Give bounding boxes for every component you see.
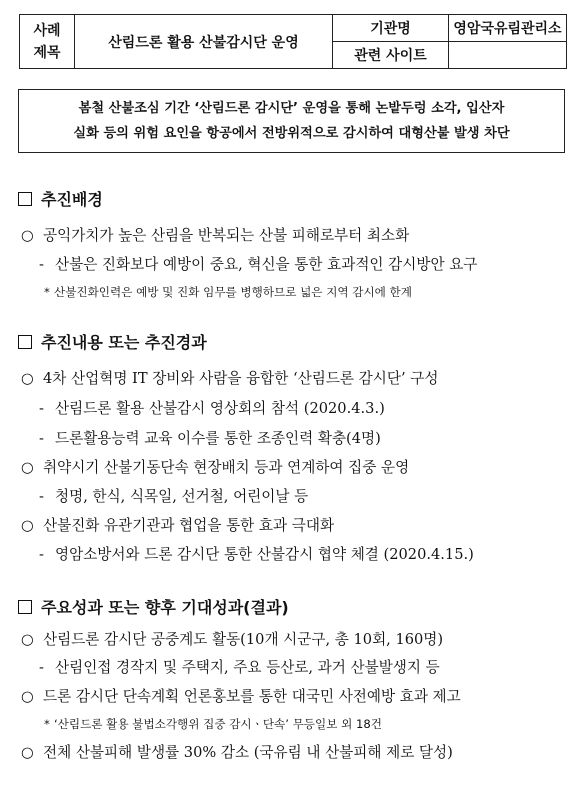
asterisk-bullet: *	[44, 285, 50, 299]
circle-bullet-icon: ○	[21, 631, 34, 648]
case-label-line1: 사례	[33, 22, 61, 39]
note-item	[44, 284, 412, 300]
list-item-text: 영암소방서와 드론 감시단 통한 산불감시 협약 체결 (2020.4.15.)	[55, 546, 474, 563]
list-item-text: 청명, 한식, 식목일, 선거철, 어린이날 등	[55, 488, 309, 505]
section-heading	[18, 595, 289, 618]
list-item	[21, 741, 453, 762]
section-heading	[18, 187, 103, 210]
list-item	[39, 427, 381, 448]
list-item	[21, 224, 409, 245]
case-title-label	[20, 15, 75, 69]
dash-bullet: -	[39, 546, 44, 563]
site-value	[449, 42, 567, 69]
list-item-text: 산림인접 경작지 및 주택지, 주요 등산로, 과거 산불발생지 등	[55, 659, 440, 676]
circle-bullet-icon: ○	[21, 688, 34, 705]
list-item	[21, 628, 443, 649]
list-item	[21, 456, 409, 477]
list-item	[21, 367, 438, 388]
circle-bullet-icon: ○	[21, 459, 34, 476]
case-label-line2: 제목	[33, 44, 61, 61]
summary-line-1: 봄철 산불조심 기간 ‘산림드론 감시단’ 운영을 통해 논밭두렁 소각, 입산자	[78, 101, 505, 116]
checkbox-square-icon	[18, 192, 32, 206]
asterisk-bullet: *	[44, 717, 50, 731]
list-item-text: 공익가치가 높은 산림을 반복되는 산불 피해로부터 최소화	[43, 227, 410, 244]
case-title: 산림드론 활용 산불감시단 운영	[75, 15, 333, 69]
list-item-text: 취약시기 산불기동단속 현장배치 등과 연계하여 집중 운영	[43, 459, 410, 476]
list-item	[39, 397, 385, 418]
list-item	[21, 514, 334, 535]
circle-bullet-icon: ○	[21, 744, 34, 761]
section-title: 주요성과 또는 향후 기대성과(결과)	[41, 598, 289, 617]
list-item-text: 산불진화 유관기관과 협업을 통한 효과 극대화	[43, 517, 335, 534]
list-item	[39, 543, 474, 564]
dash-bullet: -	[39, 659, 44, 676]
dash-bullet: -	[39, 488, 44, 505]
list-item	[39, 656, 440, 677]
section-title: 추진내용 또는 추진경과	[41, 333, 207, 352]
section-title: 추진배경	[41, 190, 103, 209]
org-value: 영암국유림관리소	[449, 15, 567, 42]
org-label: 기관명	[333, 15, 449, 42]
circle-bullet-icon: ○	[21, 227, 34, 244]
list-item-text: 드론 감시단 단속계획 언론홍보를 통한 대국민 사전예방 효과 제고	[43, 688, 461, 705]
circle-bullet-icon: ○	[21, 370, 34, 387]
list-item	[39, 253, 477, 274]
dash-bullet: -	[39, 430, 44, 447]
dash-bullet: -	[39, 400, 44, 417]
note-text: 산불진화인력은 예방 및 진화 임무를 병행하므로 넓은 지역 감시에 한계	[54, 285, 412, 299]
note-text: ‘산림드론 활용 불법소각행위 집중 감시ㆍ단속’ 무등일보 외 18건	[54, 717, 382, 731]
list-item-text: 산불은 진화보다 예방이 중요, 혁신을 통한 효과적인 감시방안 요구	[55, 256, 478, 273]
list-item	[39, 485, 308, 506]
header-table	[19, 14, 567, 69]
circle-bullet-icon: ○	[21, 517, 34, 534]
list-item-text: 4차 산업혁명 IT 장비와 사람을 융합한 ‘산림드론 감시단’ 구성	[43, 370, 439, 387]
list-item-text: 산림드론 감시단 공중계도 활동(10개 시군구, 총 10회, 160명)	[43, 631, 444, 648]
section-heading	[18, 330, 207, 353]
note-item	[44, 716, 382, 732]
checkbox-square-icon	[18, 600, 32, 614]
list-item-text: 드론활용능력 교육 이수를 통한 조종인력 확충(4명)	[55, 430, 381, 447]
list-item-text: 전체 산불피해 발생률 30% 감소 (국유림 내 산불피해 제로 달성)	[43, 744, 453, 761]
summary-line-2: 실화 등의 위험 요인을 항공에서 전방위적으로 감시하여 대형산불 발생 차단	[73, 126, 510, 141]
list-item	[21, 685, 461, 706]
list-item-text: 산림드론 활용 산불감시 영상회의 참석 (2020.4.3.)	[55, 400, 385, 417]
summary-box	[18, 89, 565, 153]
checkbox-square-icon	[18, 335, 32, 349]
site-label: 관련 사이트	[333, 42, 449, 69]
dash-bullet: -	[39, 256, 44, 273]
